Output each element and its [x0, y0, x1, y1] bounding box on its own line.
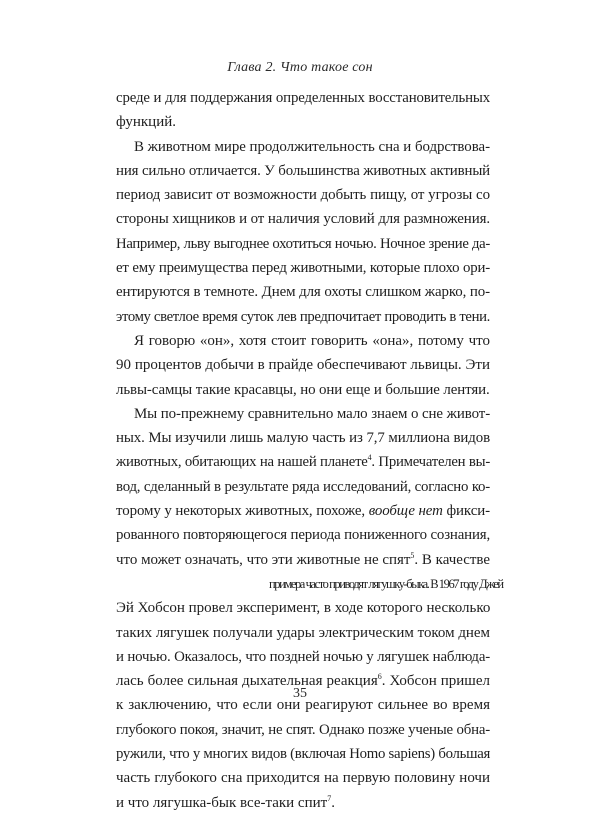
- emphasis-text: вообще нет: [368, 503, 443, 520]
- text-line: [116, 450, 490, 474]
- text-line: [116, 475, 490, 499]
- line-text: . Хобсон пришел: [381, 673, 490, 690]
- text-line: [116, 523, 490, 547]
- line-text: к заключению, что если они реагируют сильнее во время: [116, 697, 490, 714]
- body-text: [116, 86, 503, 815]
- line-text: ружили, что у многих видов (включая Homo sapiens) большая: [116, 746, 491, 763]
- text-line: Мы по-прежнему сравнительно мало знаем о сне живот-: [134, 405, 491, 422]
- text-line: 90 процентов добычи в прайде обеспечивают львицы. Эти: [116, 357, 490, 374]
- line-text: рованного повторяющегося периода пониженного сознания,: [116, 527, 490, 544]
- text-line: функций.: [116, 114, 176, 131]
- line-text: .: [331, 794, 335, 811]
- running-head: Глава 2. Что такое сон: [227, 60, 373, 75]
- line-text: что может означать, что эти животные не спят: [116, 551, 411, 568]
- text-line: [116, 499, 490, 523]
- footnote-ref: 6: [377, 672, 382, 682]
- text-line: [116, 621, 490, 645]
- text-line: этому светлое время суток лев предпочитает проводить в тени.: [116, 308, 490, 325]
- text-line: ентируются в темноте. Днем для охоты слишком жарко, по-: [116, 284, 490, 301]
- line-text: . Примечателен вы-: [371, 454, 490, 471]
- line-text: лась более сильная дыхательная реакция: [116, 673, 378, 690]
- line-text: . В качестве: [414, 551, 490, 568]
- line-text: торому у некоторых животных, похоже,: [116, 503, 369, 520]
- text-line: Я говорю «он», хотя стоит говорить «она», потому что: [134, 332, 490, 349]
- line-text: таких лягушек получали удары электрическим током днем: [116, 624, 490, 641]
- line-text: животных, обитающих на нашей планете: [116, 454, 368, 471]
- text-line: [116, 742, 490, 766]
- line-text: ных. Мы изучили лишь малую часть из 7,7 миллиона видов: [116, 430, 490, 447]
- text-line: львы-самцы такие красавцы, но они еще и большие лентяи.: [116, 381, 490, 398]
- text-line: ет ему преимущества перед животными, которые плохо ори-: [116, 260, 490, 277]
- line-text: вод, сделанный в результате ряда исследований, согласно ко-: [116, 478, 490, 495]
- line-text: часть глубокого сна приходится на первую половину ночи: [116, 770, 490, 787]
- text-line: [116, 426, 490, 450]
- text-line: Например, льву выгоднее охотиться ночью. Ночное зрение да-: [116, 235, 490, 252]
- text-line: [116, 572, 503, 596]
- text-line: В животном мире продолжительность сна и бодрствова-: [134, 138, 490, 155]
- text-line: период зависит от возможности добыть пищу, от угрозы со: [116, 187, 490, 204]
- text-line: ния сильно отличается. У большинства животных активный: [116, 162, 490, 179]
- line-text: примера часто приводят лягушку-быка. В 1967 году Джей: [269, 576, 503, 591]
- line-text: глубокого покоя, значит, не спят. Однако позже ученые обна-: [116, 721, 490, 738]
- footnote-ref: 7: [327, 793, 332, 803]
- line-text: фикси-: [442, 503, 490, 520]
- footnote-ref: 4: [367, 453, 372, 463]
- text-line: среде и для поддержания определенных восстановительных: [116, 90, 490, 106]
- text-line: стороны хищников и от наличия условий для размножения.: [116, 211, 490, 228]
- text-line: [116, 718, 490, 742]
- line-text: и ночью. Оказалось, что поздней ночью у лягушек наблюда-: [116, 648, 491, 665]
- text-line: [116, 766, 490, 790]
- text-line: [116, 791, 490, 815]
- text-line: [116, 596, 490, 620]
- line-text: и что лягушка-бык все-таки спит: [116, 794, 328, 811]
- footnote-ref: 5: [410, 550, 415, 560]
- page-number: 35: [293, 686, 307, 701]
- line-text: Эй Хобсон провел эксперимент, в ходе которого несколько: [116, 600, 491, 617]
- text-line: [116, 548, 490, 572]
- text-line: [116, 645, 490, 669]
